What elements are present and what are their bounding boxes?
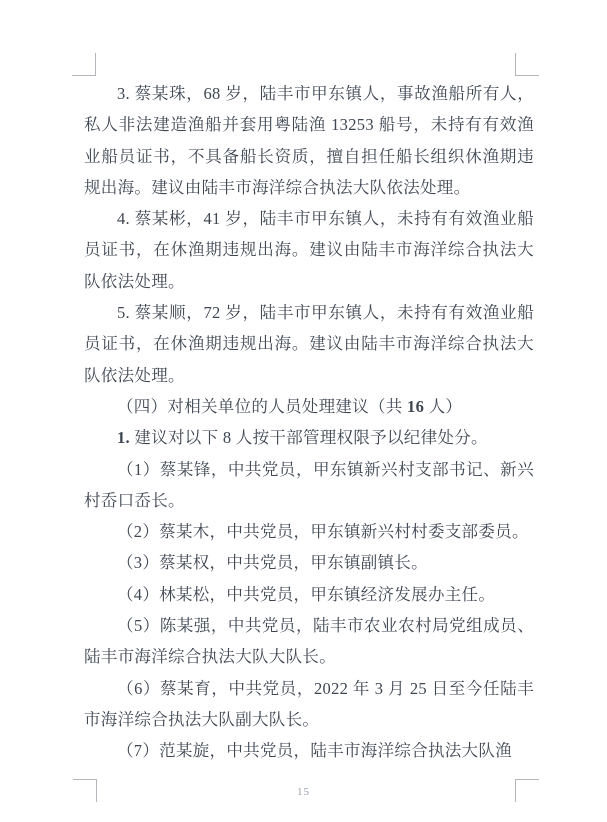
paragraph-person-6: （6）蔡某育，中共党员，2022 年 3 月 25 日至今任陆丰市海洋综合执法大队副大队长。 xyxy=(84,678,534,729)
paragraph-recommendation-1: 1. 建议对以下 8 人按干部管理权限予以纪律处分。 xyxy=(117,428,488,448)
paragraph-item-3: 3. 蔡某珠，68 岁，陆丰市甲东镇人，事故渔船所有人，私人非法建造渔船并套用粤陆渔 13253 船号，未持有有效渔业船员证书，不具备船长资质，擅自担任船长组织休渔期违规出海。建议由陆丰市海洋综合执法大队依法处理。 xyxy=(84,84,534,197)
paragraph-item-4: 4. 蔡某彬，41 岁，陆丰市甲东镇人，未持有有效渔业船员证书，在休渔期违规出海。建议由陆丰市海洋综合执法大队依法处理。 xyxy=(84,209,534,291)
paragraph-person-4: （4）林某松，中共党员，甲东镇经济发展办主任。 xyxy=(117,584,496,604)
paragraph-person-1: （1）蔡某锋，中共党员，甲东镇新兴村支部书记、新兴村岙口岙长。 xyxy=(84,459,534,510)
paragraph-item-5: 5. 蔡某顺，72 岁，陆丰市甲东镇人，未持有有效渔业船员证书，在休渔期违规出海。建议由陆丰市海洋综合执法大队依法处理。 xyxy=(84,303,534,385)
crop-mark-top-right xyxy=(515,53,539,76)
paragraph-person-5: （5）陈某强，中共党员，陆丰市农业农村局党组成员、陆丰市海洋综合执法大队大队长。 xyxy=(84,616,534,667)
document-body xyxy=(84,78,534,767)
paragraph-person-7: （7）范某旋，中共党员，陆丰市海洋综合执法大队渔 xyxy=(117,741,512,761)
paragraph-person-3: （3）蔡某权，中共党员，甲东镇副镇长。 xyxy=(117,553,428,573)
page-number: 15 xyxy=(297,786,310,798)
paragraph-person-2: （2）蔡某木，中共党员，甲东镇新兴村村委支部委员。 xyxy=(117,522,529,542)
crop-mark-top-left xyxy=(72,53,96,76)
section-heading-4: （四）对相关单位的人员处理建议（共 16 人） xyxy=(117,396,463,416)
